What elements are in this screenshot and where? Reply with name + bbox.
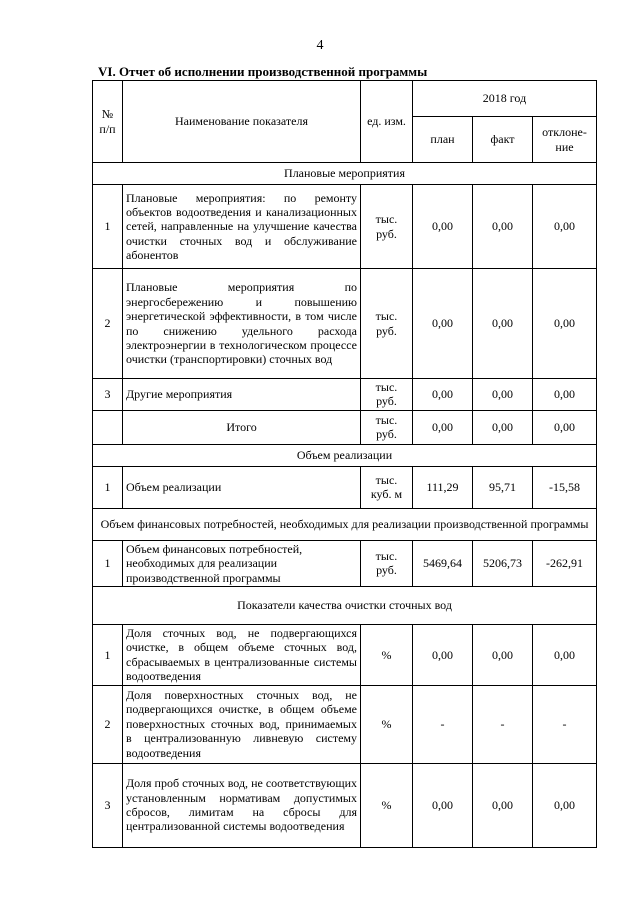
row-name: Плановые мероприятия: по ремонту объектов водоотведения и канализационных сетей, направленные на улучшение качества очистки сточных вод и обслуживание абонентов [123,185,361,269]
row-fact: 0,00 [473,185,533,269]
header-num: № п/п [93,81,123,163]
total-row [93,410,597,444]
row-name: Доля проб сточных вод, не соответствующих установленным нормативам допустимых сбросов, лимитам на сбросы для централизованной системы водоотведения [123,763,361,847]
row-plan: 0,00 [413,763,473,847]
header-year: 2018 год [413,81,597,117]
row-unit: % [361,763,413,847]
header-fact: факт [473,117,533,163]
total-fact: 0,00 [473,410,533,444]
section-row [93,508,597,540]
row-unit: тыс. руб. [361,269,413,379]
section-row [93,444,597,466]
row-name: Объем реализации [123,466,361,508]
row-plan: 5469,64 [413,540,473,586]
row-deviation: 0,00 [533,269,597,379]
row-unit: % [361,685,413,763]
table-row [93,466,597,508]
row-num: 1 [93,466,123,508]
header-deviation: отклоне-ние [533,117,597,163]
table-row [93,624,597,685]
table-row [93,685,597,763]
row-deviation: -15,58 [533,466,597,508]
section-title-quality: Показатели качества очистки сточных вод [93,586,597,624]
row-unit: тыс. руб. [361,379,413,411]
row-deviation: 0,00 [533,763,597,847]
row-unit: % [361,624,413,685]
total-deviation: 0,00 [533,410,597,444]
row-deviation: -262,91 [533,540,597,586]
row-fact: 95,71 [473,466,533,508]
row-deviation: 0,00 [533,624,597,685]
row-fact: 0,00 [473,624,533,685]
header-plan: план [413,117,473,163]
row-unit: тыс. руб. [361,185,413,269]
total-num [93,410,123,444]
row-unit: тыс. руб. [361,540,413,586]
row-num: 3 [93,763,123,847]
total-plan: 0,00 [413,410,473,444]
table-row [93,540,597,586]
row-name: Объем финансовых потребностей, необходимых для реализации производственной программы [123,540,361,586]
row-num: 2 [93,269,123,379]
row-deviation: - [533,685,597,763]
row-plan: 0,00 [413,185,473,269]
header-unit: ед. изм. [361,81,413,163]
table-row [93,269,597,379]
row-plan: 0,00 [413,379,473,411]
row-unit: тыс. куб. м [361,466,413,508]
row-plan: 0,00 [413,269,473,379]
row-num: 1 [93,540,123,586]
section-row [93,163,597,185]
section-row [93,586,597,624]
row-plan: 0,00 [413,624,473,685]
row-plan: - [413,685,473,763]
table-row [93,379,597,411]
row-name: Другие мероприятия [123,379,361,411]
table-row [93,763,597,847]
total-unit: тыс. руб. [361,410,413,444]
header-name: Наименование показателя [123,81,361,163]
section-title-finance: Объем финансовых потребностей, необходимых для реализации производственной программы [93,508,597,540]
row-fact: - [473,685,533,763]
row-num: 2 [93,685,123,763]
section-heading: VI. Отчет об исполнении производственной программы [98,64,428,79]
table-row [93,185,597,269]
row-plan: 111,29 [413,466,473,508]
section-title-volume: Объем реализации [93,444,597,466]
row-name: Доля поверхностных сточных вод, не подвергающихся очистке, в общем объеме поверхностных сточных вод, принимаемых в централизованную ливневую систему водоотведения [123,685,361,763]
row-deviation: 0,00 [533,379,597,411]
section-title-planned: Плановые мероприятия [93,163,597,185]
row-name: Доля сточных вод, не подвергающихся очистке, в общем объеме сточных вод, сбрасываемых в централизованные системы водоотведения [123,624,361,685]
row-fact: 0,00 [473,763,533,847]
row-fact: 0,00 [473,269,533,379]
total-label: Итого [123,410,361,444]
row-name: Плановые мероприятия по энергосбережению и повышению энергетической эффективности, в том числе по снижению удельного расхода электроэнергии в технологическом процессе очистки (транспортировки) сточных вод [123,269,361,379]
table-header-row [93,81,597,117]
row-num: 1 [93,624,123,685]
report-table [92,80,597,848]
row-fact: 5206,73 [473,540,533,586]
row-num: 3 [93,379,123,411]
row-fact: 0,00 [473,379,533,411]
row-num: 1 [93,185,123,269]
row-deviation: 0,00 [533,185,597,269]
page-number: 4 [316,38,324,53]
